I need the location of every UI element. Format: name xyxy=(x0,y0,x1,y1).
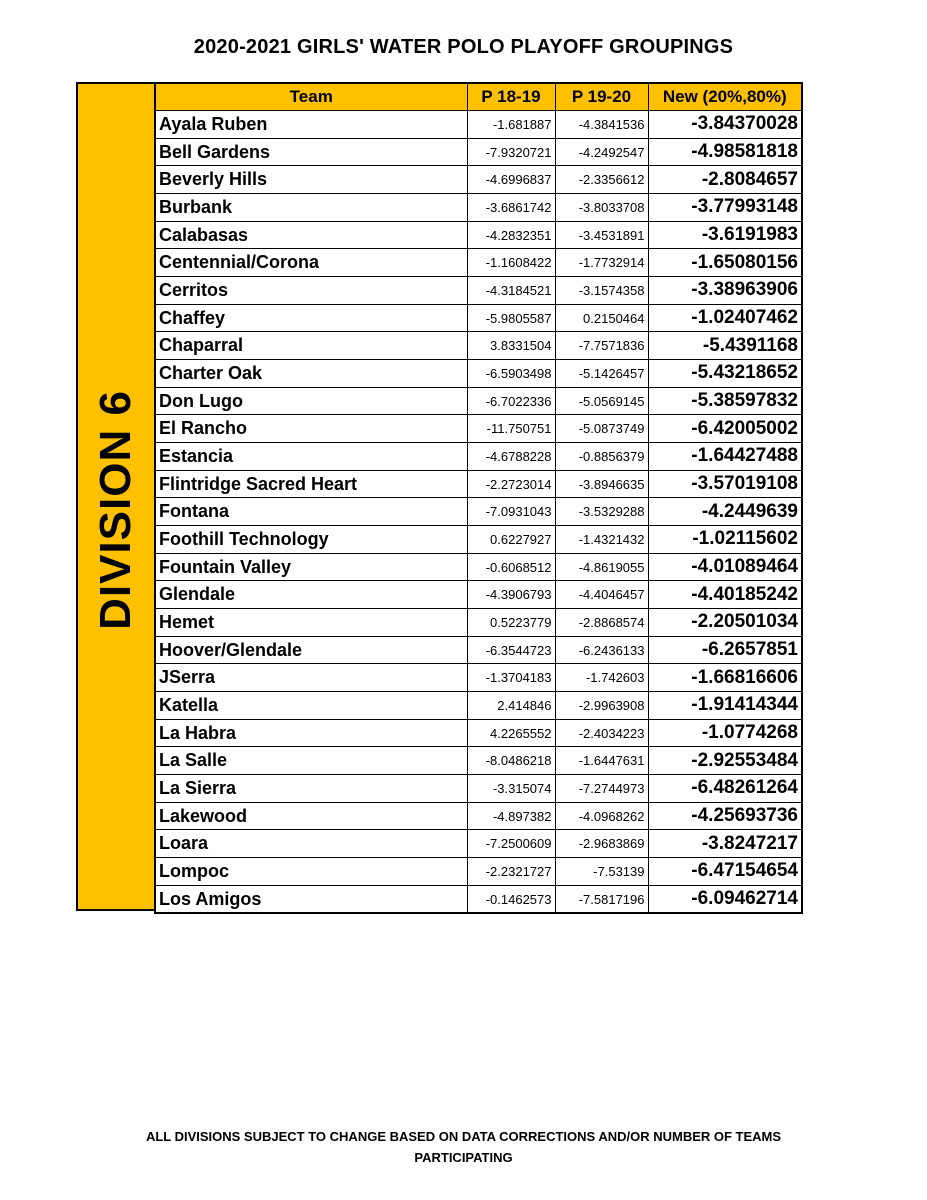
cell-new: -1.0774268 xyxy=(648,719,802,747)
cell-p1920: -7.2744973 xyxy=(555,775,648,803)
column-header-team: Team xyxy=(155,83,467,111)
table-row xyxy=(155,166,802,194)
cell-p1819: -4.6788228 xyxy=(467,443,555,471)
cell-p1920: 0.2150464 xyxy=(555,304,648,332)
table-row xyxy=(155,221,802,249)
cell-p1819: -3.315074 xyxy=(467,775,555,803)
cell-new: -4.01089464 xyxy=(648,553,802,581)
cell-team: El Rancho xyxy=(155,415,467,443)
table-row xyxy=(155,304,802,332)
cell-p1819: -7.9320721 xyxy=(467,138,555,166)
cell-new: -4.25693736 xyxy=(648,802,802,830)
cell-p1920: -4.4046457 xyxy=(555,581,648,609)
cell-p1819: 4.2265552 xyxy=(467,719,555,747)
standings-table xyxy=(154,82,803,914)
cell-p1920: -5.0873749 xyxy=(555,415,648,443)
cell-new: -3.57019108 xyxy=(648,470,802,498)
table-row xyxy=(155,802,802,830)
cell-p1819: -5.9805587 xyxy=(467,304,555,332)
division-label: DIVISION 6 xyxy=(91,390,140,630)
cell-new: -6.48261264 xyxy=(648,775,802,803)
table-row xyxy=(155,138,802,166)
cell-p1920: -0.8856379 xyxy=(555,443,648,471)
cell-new: -5.38597832 xyxy=(648,387,802,415)
cell-p1819: -4.2832351 xyxy=(467,221,555,249)
cell-team: Don Lugo xyxy=(155,387,467,415)
cell-new: -4.98581818 xyxy=(648,138,802,166)
cell-p1920: -4.0968262 xyxy=(555,802,648,830)
cell-new: -2.92553484 xyxy=(648,747,802,775)
cell-new: -1.65080156 xyxy=(648,249,802,277)
cell-p1819: -0.1462573 xyxy=(467,885,555,913)
cell-team: Chaparral xyxy=(155,332,467,360)
cell-new: -1.66816606 xyxy=(648,664,802,692)
cell-p1920: -4.8619055 xyxy=(555,553,648,581)
cell-new: -1.02115602 xyxy=(648,526,802,554)
cell-p1819: -2.2321727 xyxy=(467,858,555,886)
cell-new: -3.77993148 xyxy=(648,194,802,222)
page-title: 2020-2021 GIRLS' WATER POLO PLAYOFF GROUPINGS xyxy=(193,36,734,58)
cell-p1819: -4.3906793 xyxy=(467,581,555,609)
cell-p1920: -1.4321432 xyxy=(555,526,648,554)
cell-team: Beverly Hills xyxy=(155,166,467,194)
cell-team: Los Amigos xyxy=(155,885,467,913)
cell-p1920: -2.4034223 xyxy=(555,719,648,747)
cell-team: Burbank xyxy=(155,194,467,222)
cell-team: Flintridge Sacred Heart xyxy=(155,470,467,498)
cell-p1920: -7.53139 xyxy=(555,858,648,886)
table-row xyxy=(155,692,802,720)
table-row xyxy=(155,664,802,692)
cell-p1819: -7.0931043 xyxy=(467,498,555,526)
table-row xyxy=(155,885,802,913)
cell-p1819: -6.5903498 xyxy=(467,360,555,388)
cell-p1920: -1.7732914 xyxy=(555,249,648,277)
table-body xyxy=(155,111,802,914)
cell-p1920: -3.1574358 xyxy=(555,277,648,305)
cell-p1819: -3.6861742 xyxy=(467,194,555,222)
table-row xyxy=(155,719,802,747)
cell-p1920: -4.3841536 xyxy=(555,111,648,139)
table-row xyxy=(155,249,802,277)
footer-line-1: ALL DIVISIONS SUBJECT TO CHANGE BASED ON DATA CORRECTIONS AND/OR NUMBER OF TEAMS xyxy=(145,1129,782,1144)
table-row xyxy=(155,415,802,443)
table-row xyxy=(155,111,802,139)
column-header-new: New (20%,80%) xyxy=(648,83,802,111)
cell-new: -3.6191983 xyxy=(648,221,802,249)
table-row xyxy=(155,747,802,775)
table-row xyxy=(155,194,802,222)
cell-new: -3.84370028 xyxy=(648,111,802,139)
cell-team: Charter Oak xyxy=(155,360,467,388)
cell-team: Foothill Technology xyxy=(155,526,467,554)
cell-p1920: -2.3356612 xyxy=(555,166,648,194)
cell-p1819: 3.8331504 xyxy=(467,332,555,360)
cell-p1819: -1.1608422 xyxy=(467,249,555,277)
cell-p1920: -7.5817196 xyxy=(555,885,648,913)
cell-p1920: -5.1426457 xyxy=(555,360,648,388)
cell-p1819: -4.3184521 xyxy=(467,277,555,305)
table-row xyxy=(155,830,802,858)
cell-new: -4.2449639 xyxy=(648,498,802,526)
cell-new: -1.91414344 xyxy=(648,692,802,720)
cell-new: -2.20501034 xyxy=(648,609,802,637)
cell-p1819: -7.2500609 xyxy=(467,830,555,858)
cell-p1819: -1.3704183 xyxy=(467,664,555,692)
cell-p1819: 0.5223779 xyxy=(467,609,555,637)
cell-new: -4.40185242 xyxy=(648,581,802,609)
cell-p1920: -4.2492547 xyxy=(555,138,648,166)
table-row xyxy=(155,526,802,554)
cell-team: Fountain Valley xyxy=(155,553,467,581)
cell-new: -5.4391168 xyxy=(648,332,802,360)
cell-team: La Habra xyxy=(155,719,467,747)
cell-new: -1.64427488 xyxy=(648,443,802,471)
cell-team: Calabasas xyxy=(155,221,467,249)
cell-new: -6.42005002 xyxy=(648,415,802,443)
cell-p1819: 2.414846 xyxy=(467,692,555,720)
cell-team: Ayala Ruben xyxy=(155,111,467,139)
cell-p1920: -2.9683869 xyxy=(555,830,648,858)
cell-p1819: -6.7022336 xyxy=(467,387,555,415)
cell-p1920: -3.8033708 xyxy=(555,194,648,222)
cell-team: Centennial/Corona xyxy=(155,249,467,277)
cell-new: -6.09462714 xyxy=(648,885,802,913)
cell-team: Bell Gardens xyxy=(155,138,467,166)
cell-p1819: 0.6227927 xyxy=(467,526,555,554)
cell-p1819: -4.6996837 xyxy=(467,166,555,194)
cell-p1819: -2.2723014 xyxy=(467,470,555,498)
table-row xyxy=(155,553,802,581)
cell-team: Estancia xyxy=(155,443,467,471)
table-row xyxy=(155,609,802,637)
cell-p1920: -3.5329288 xyxy=(555,498,648,526)
column-header-p1920: P 19-20 xyxy=(555,83,648,111)
table-row xyxy=(155,581,802,609)
cell-new: -6.2657851 xyxy=(648,636,802,664)
table-row xyxy=(155,360,802,388)
table-row xyxy=(155,470,802,498)
cell-p1920: -5.0569145 xyxy=(555,387,648,415)
cell-team: Chaffey xyxy=(155,304,467,332)
cell-new: -3.38963906 xyxy=(648,277,802,305)
cell-team: Lakewood xyxy=(155,802,467,830)
cell-team: Hoover/Glendale xyxy=(155,636,467,664)
cell-team: La Salle xyxy=(155,747,467,775)
cell-p1819: -11.750751 xyxy=(467,415,555,443)
cell-team: Cerritos xyxy=(155,277,467,305)
cell-p1920: -3.4531891 xyxy=(555,221,648,249)
cell-p1920: -2.9963908 xyxy=(555,692,648,720)
table-row xyxy=(155,498,802,526)
cell-team: Glendale xyxy=(155,581,467,609)
footer-note xyxy=(0,1126,927,1168)
cell-new: -1.02407462 xyxy=(648,304,802,332)
cell-p1920: -1.6447631 xyxy=(555,747,648,775)
cell-team: La Sierra xyxy=(155,775,467,803)
cell-team: Loara xyxy=(155,830,467,858)
cell-team: Hemet xyxy=(155,609,467,637)
footer-line-2: PARTICIPATING xyxy=(414,1150,513,1165)
cell-team: Lompoc xyxy=(155,858,467,886)
cell-p1819: -1.681887 xyxy=(467,111,555,139)
table-row xyxy=(155,387,802,415)
cell-new: -6.47154654 xyxy=(648,858,802,886)
table-row xyxy=(155,443,802,471)
cell-p1920: -6.2436133 xyxy=(555,636,648,664)
table-row xyxy=(155,277,802,305)
cell-new: -2.8084657 xyxy=(648,166,802,194)
cell-p1819: -8.0486218 xyxy=(467,747,555,775)
cell-p1819: -0.6068512 xyxy=(467,553,555,581)
cell-team: JSerra xyxy=(155,664,467,692)
cell-team: Katella xyxy=(155,692,467,720)
table-header-row xyxy=(155,83,802,111)
cell-new: -5.43218652 xyxy=(648,360,802,388)
cell-team: Fontana xyxy=(155,498,467,526)
cell-p1920: -2.8868574 xyxy=(555,609,648,637)
cell-new: -3.8247217 xyxy=(648,830,802,858)
cell-p1920: -7.7571836 xyxy=(555,332,648,360)
cell-p1819: -4.897382 xyxy=(467,802,555,830)
cell-p1920: -3.8946635 xyxy=(555,470,648,498)
column-header-p1819: P 18-19 xyxy=(467,83,555,111)
table-row xyxy=(155,775,802,803)
table-row xyxy=(155,636,802,664)
table-row xyxy=(155,332,802,360)
cell-p1920: -1.742603 xyxy=(555,664,648,692)
cell-p1819: -6.3544723 xyxy=(467,636,555,664)
table-row xyxy=(155,858,802,886)
